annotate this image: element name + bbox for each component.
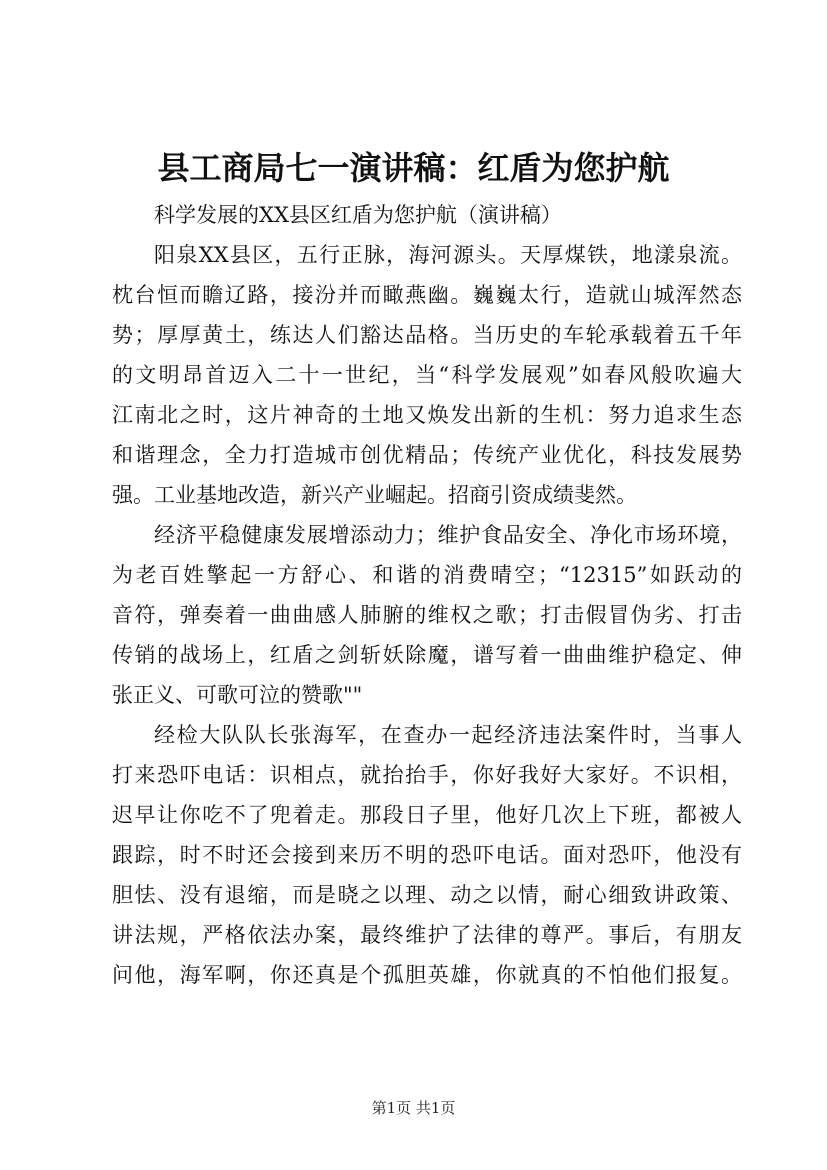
paragraph-2-line: 为老百姓擎起一方舒心、和谐的消费晴空；“12315”如跃动的 [112, 563, 742, 587]
paragraph-3-line: 问他，海军啊，你还真是个孤胆英雄，你就真的不怕他们报复。 [112, 963, 742, 987]
paragraph-3-line: 迟早让你吃不了兜着走。那段日子里，他好几次上下班，都被人 [112, 803, 742, 827]
paragraph-1-line: 和谐理念，全力打造城市创优精品；传统产业优化，科技发展势 [112, 443, 742, 467]
paragraph-1-line: 势；厚厚黄土，练达人们豁达品格。当历史的车轮承载着五千年 [112, 323, 742, 347]
page-footer: 第1页 共1页 [371, 1099, 456, 1117]
paragraph-3-line: 打来恐吓电话：识相点，就抬抬手，你好我好大家好。不识相， [112, 763, 742, 787]
document-body [112, 195, 742, 995]
paragraph-1-line: 枕台恒而瞻辽路，接汾并而瞰燕幽。巍巍太行，造就山城浑然态 [112, 283, 742, 307]
paragraph-3-line: 讲法规，严格依法办案，最终维护了法律的尊严。事后，有朋友 [112, 923, 742, 947]
paragraph-3-line: 胆怯、没有退缩，而是晓之以理、动之以情，耐心细致讲政策、 [112, 883, 742, 907]
paragraph-3-line: 经检大队队长张海军，在查办一起经济违法案件时，当事人 [154, 723, 742, 747]
paragraph-1-line: 强。工业基地改造，新兴产业崛起。招商引资成绩斐然。 [112, 483, 637, 507]
paragraph-2-line: 张正义、可歌可泣的赞歌"" [112, 683, 363, 707]
paragraph-2-line: 经济平稳健康发展增添动力；维护食品安全、净化市场环境， [154, 523, 742, 547]
paragraph-1-line: 阳泉XX县区，五行正脉，海河源头。天厚煤铁，地漾泉流。 [154, 243, 742, 267]
document-title: 县工商局七一演讲稿：红盾为您护航 [157, 149, 670, 187]
paragraph-1-line: 江南北之时，这片神奇的土地又焕发出新的生机：努力追求生态 [112, 403, 742, 427]
subtitle-line: 科学发展的XX县区红盾为您护航（演讲稿） [154, 203, 562, 227]
paragraph-2-line: 音符，弹奏着一曲曲感人肺腑的维权之歌；打击假冒伪劣、打击 [112, 603, 742, 627]
paragraph-3-line: 跟踪，时不时还会接到来历不明的恐吓电话。面对恐吓，他没有 [112, 843, 742, 867]
paragraph-1-line: 的文明昂首迈入二十一世纪，当“科学发展观”如春风般吹遍大 [112, 363, 742, 387]
paragraph-2-line: 传销的战场上，红盾之剑斩妖除魔，谱写着一曲曲维护稳定、伸 [112, 643, 742, 667]
